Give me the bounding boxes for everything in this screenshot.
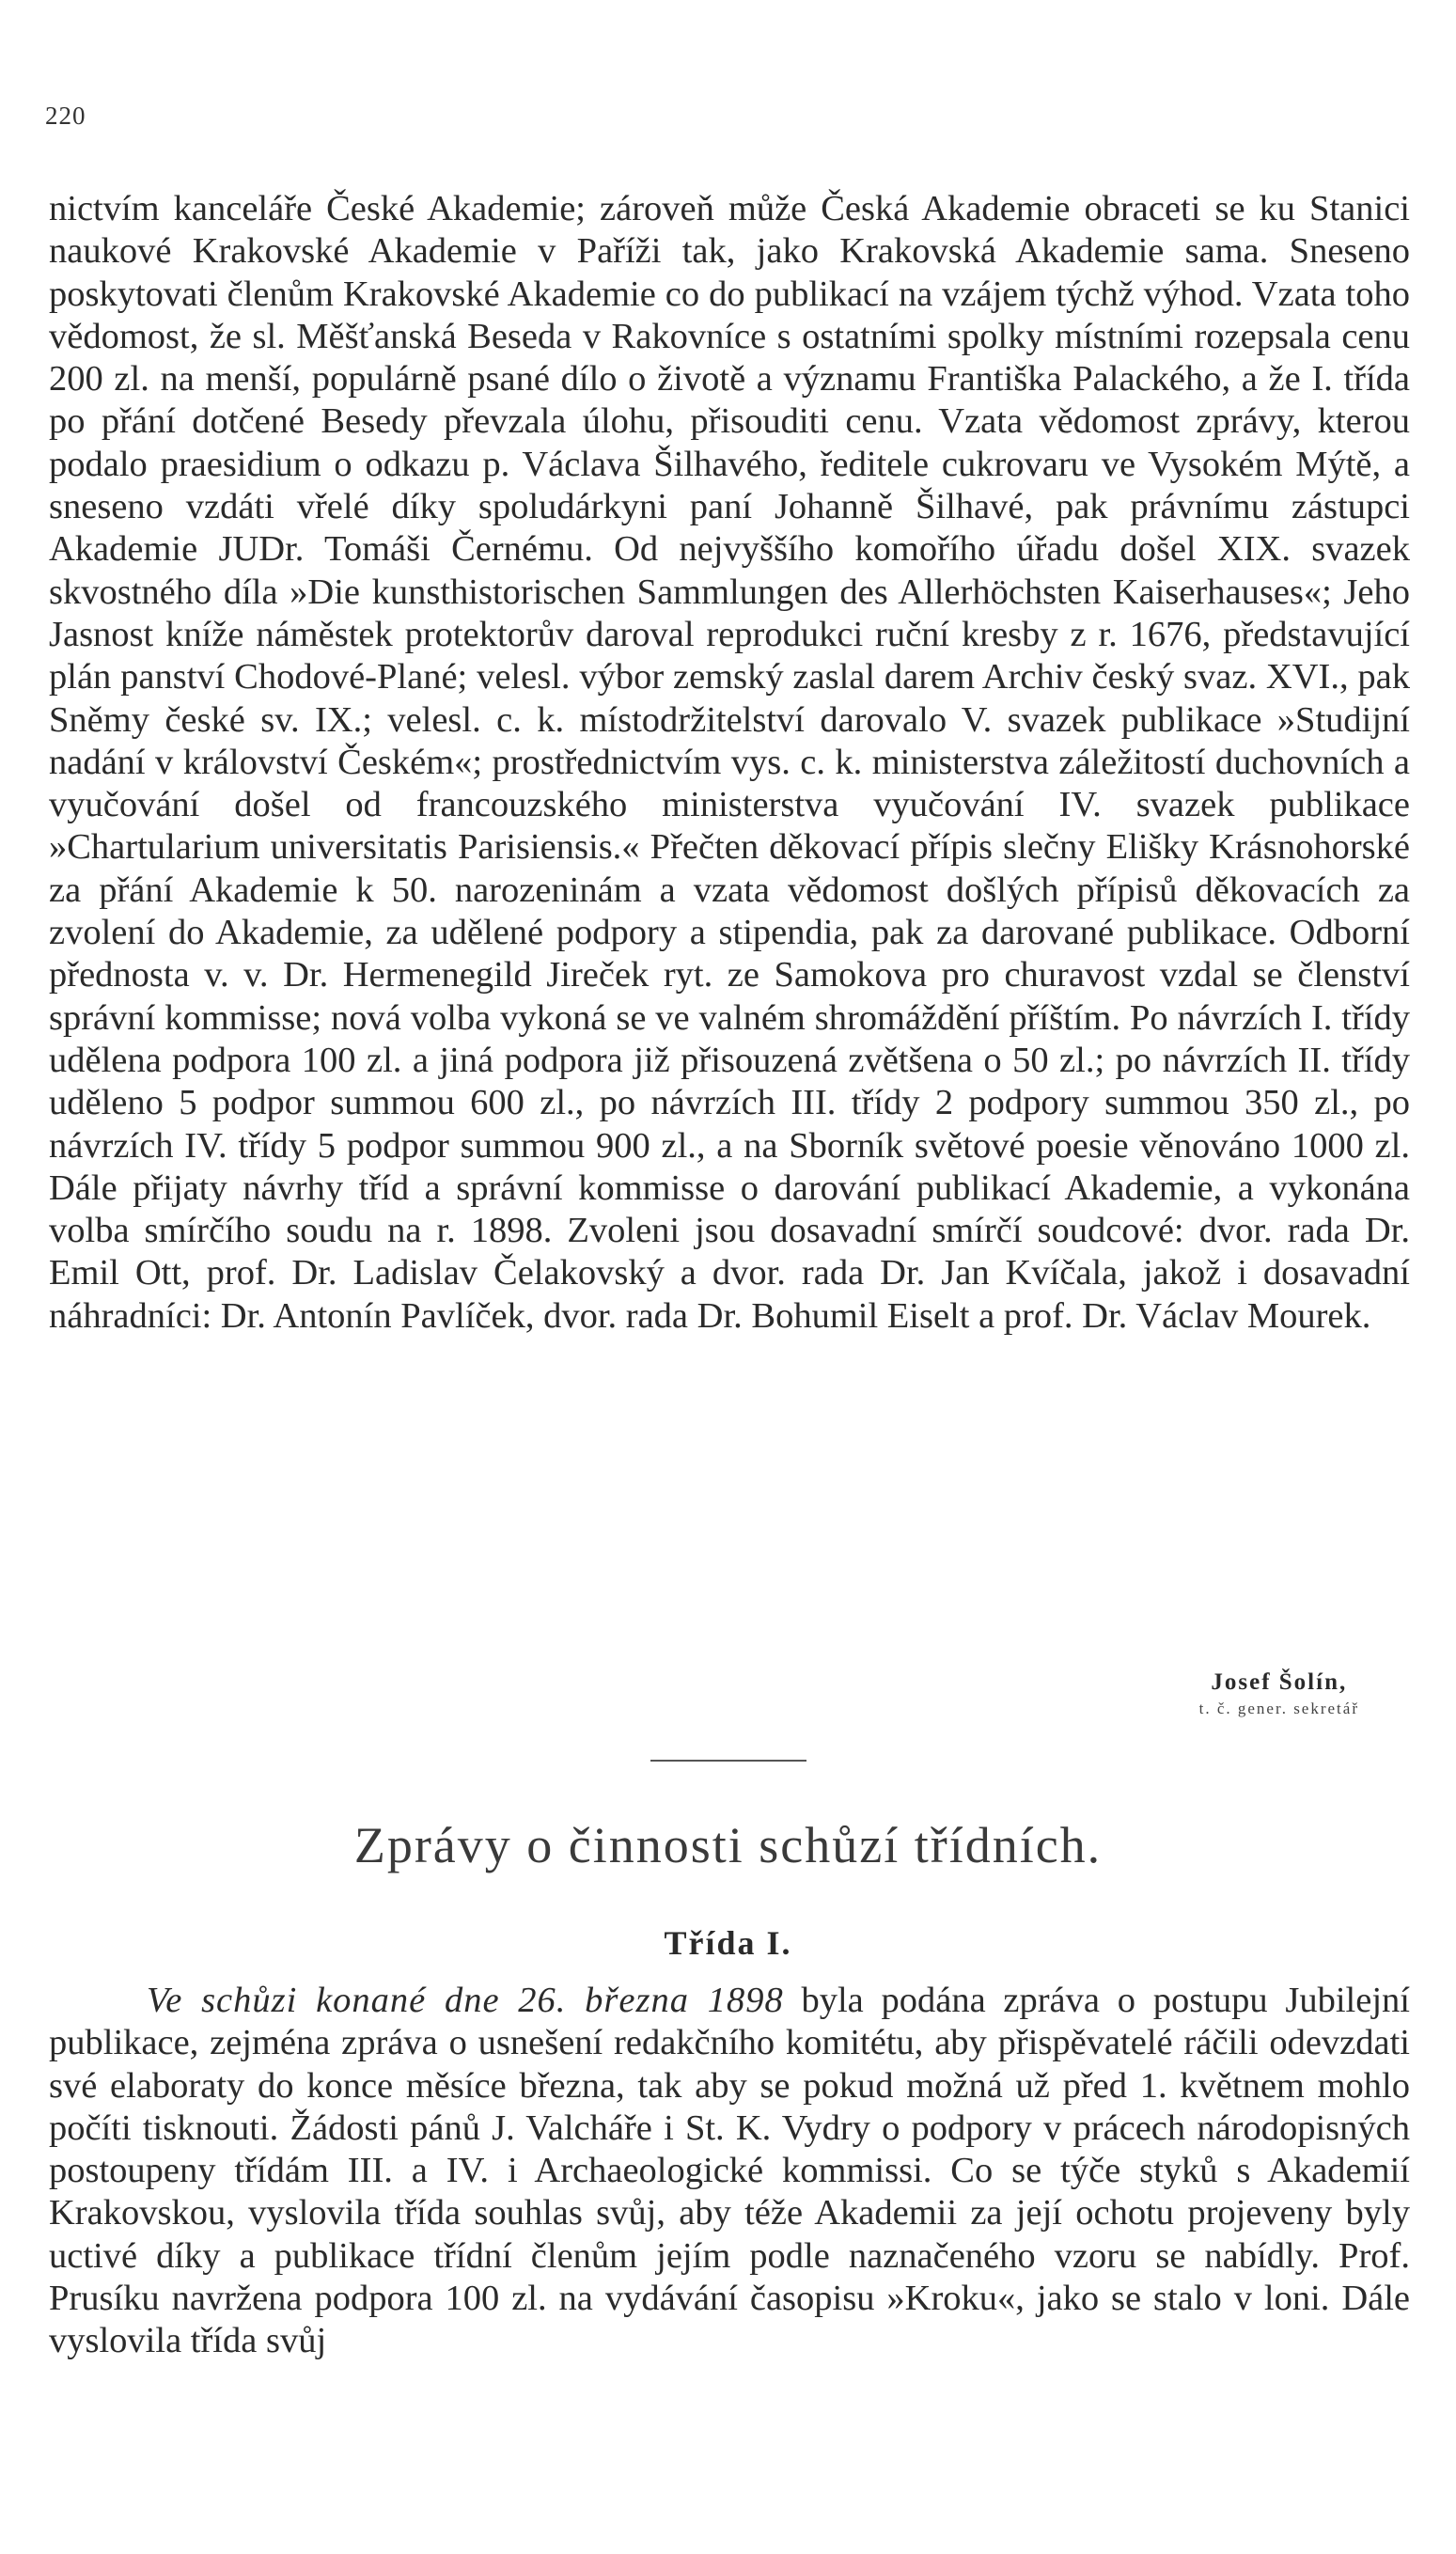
section-heading: Zprávy o činnosti schůzí třídních. — [353, 1817, 1103, 1873]
page-number: 220 — [45, 102, 86, 130]
section-divider — [650, 1760, 806, 1762]
session-paragraph-text: byla podána zpráva o postupu Jubilejní publikace, zejména zpráva o usnešení redakčního komitétu, aby přispěvatelé ráčili odevzdati své elaboraty do konce měsíce března, tak aby se pokud možná už před 1. květnem mohlo počíti tisknouti. Žádosti pánů J. Valcháře i St. K. Vydry o podpory v prácech národopisných postoupeny třídám III. a IV. i Archaeologické kommissi. Co se týče styků s Akademií Krakovskou, vyslovila třída souhlas svůj, aby téže Akademii za její ochotu projeveny byly uctivé díky a publikace třídní členům jejím podle naznačeného vzoru se nabídly. Prof. Prusíku navržena podpora 100 zl. na vydávání časopisu »Kroku«, jako se stalo v loni. Dále vyslovila třída svůj — [49, 1981, 1410, 2361]
session-paragraph — [49, 1980, 1410, 2363]
signature-title: t. č. gener. sekretář — [1198, 1700, 1359, 1717]
signature-block — [1199, 1669, 1359, 1718]
session-date-italic: Ve schůzi konané dne 26. března 1898 — [147, 1981, 784, 2020]
sub-heading: Třída I. — [664, 1924, 792, 1962]
signature-name: Josef Šolín, — [1211, 1669, 1348, 1695]
body-paragraph: nictvím kanceláře České Akademie; zároveň může Česká Akademie obraceti se ku Stanici naukové Krakovské Akademie v Paříži tak, jako Krakovská Akademie sama. Sneseno poskytovati členům Krakovské Akademie co do publikací na vzájem týchž výhod. Vzata toho vědomost, že sl. Měšťanská Beseda v Rakovníce s ostatními spolky místními rozepsala cenu 200 zl. na menší, populárně psané dílo o životě a významu Františka Palackého, a že I. třída po přání dotčené Besedy převzala úlohu, přisouditi cenu. Vzata vědomost zprávy, kterou podalo praesidium o odkazu p. Václava Šilhavého, ředitele cukrovaru ve Vysokém Mýtě, a sneseno vzdáti vřelé díky spoludárkyni paní Johanně Šilhavé, pak právnímu zástupci Akademie JUDr. Tomáši Černému. Od nejvyššího komořího úřadu došel XIX. svazek skvostného díla »Die kunsthistorischen Sammlungen des Allerhöchsten Kaiserhauses«; Jeho Jasnost kníže náměstek protektorův daroval reprodukci ruční kresby z r. 1676, představující plán panství Chodové-Plané; velesl. výbor zemský zaslal darem Archiv český svaz. XVI., pak Sněmy české sv. IX.; velesl. c. k. místodržitelství darovalo V. svazek publikace »Studijní nadání v království Českém«; prostřednictvím vys. c. k. ministerstva záležitostí duchovních a vyučování došel od francouzského ministerstva vyučování IV. svazek publikace »Chartularium universitatis Parisiensis.« Přečten děkovací přípis slečny Elišky Krásnohorské za přání Akademie k 50. narozeninám a vzata vědomost došlých přípisů děkovacích za zvolení do Akademie, za udělené podpory a stipendia, pak za darované publikace. Odborní přednosta v. v. Dr. Hermenegild Jireček ryt. ze Samokova pro churavost vzdal se členství správní kommisse; nová volba vykoná se ve valném shromáždění příštím. Po návrzích I. třídy udělena podpora 100 zl. a jiná podpora již přisouzená zvětšena o 50 zl.; po návrzích II. třídy uděleno 5 podpor summou 600 zl., po návrzích III. třídy 2 podpory summou 350 zl., po návrzích IV. třídy 5 podpor summou 900 zl., a na Sborník světové poesie věnováno 1000 zl. Dále přijaty návrhy tříd a správní kommisse o darování publikací Akademie, a vykonána volba smírčího soudu na r. 1898. Zvoleni jsou dosavadní smírčí soudcové: dvor. rada Dr. Emil Ott, prof. Dr. Ladislav Čelakovský a dvor. rada Dr. Jan Kvíčala, jakož i dosavadní náhradníci: Dr. Antonín Pavlíček, dvor. rada Dr. Bohumil Eiselt a prof. Dr. Václav Mourek. — [49, 189, 1410, 1336]
